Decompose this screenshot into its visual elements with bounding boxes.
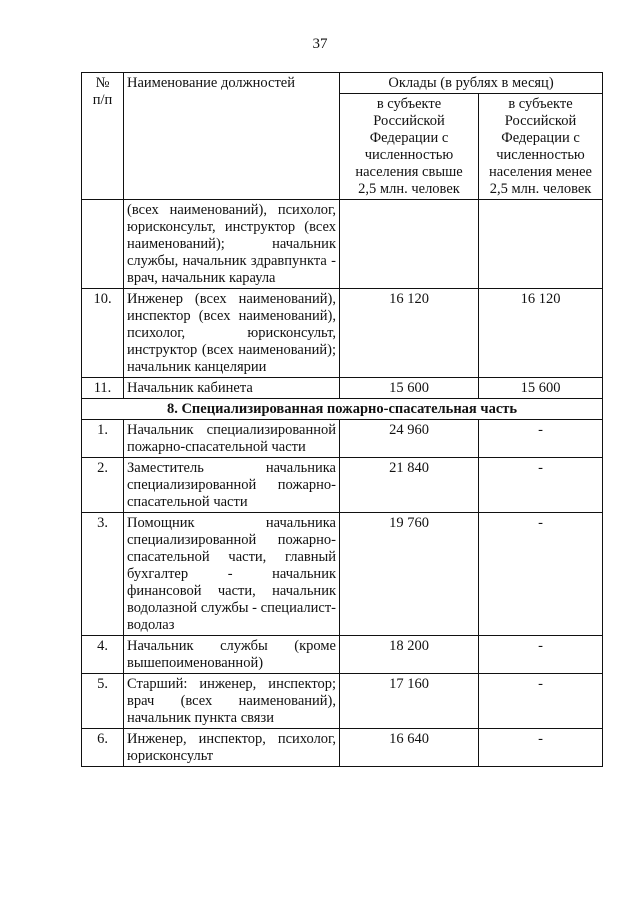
salary-under-2-5m (479, 200, 603, 289)
salary-over-2-5m: 16 640 (340, 729, 479, 767)
header-col-over-2-5m: в субъекте Российской Федерации с численностью населения свыше 2,5 млн. человек (340, 94, 479, 200)
table-row (82, 378, 603, 399)
table-row (82, 513, 603, 636)
row-number: 1. (82, 420, 124, 458)
salary-over-2-5m: 15 600 (340, 378, 479, 399)
salary-under-2-5m: - (479, 636, 603, 674)
salary-under-2-5m: 16 120 (479, 289, 603, 378)
page-number: 37 (312, 36, 328, 52)
position-name: Помощник начальника специализированной пожарно-спасательной части, главный бухгалтер - начальник финансовой части, начальник водолазной службы - специалист-водолаз (124, 513, 340, 636)
salary-under-2-5m: - (479, 729, 603, 767)
salary-under-2-5m: - (479, 420, 603, 458)
salary-under-2-5m: - (479, 513, 603, 636)
header-name: Наименование должностей (124, 73, 340, 200)
table-row (82, 200, 603, 289)
salary-under-2-5m: - (479, 674, 603, 729)
table-row (82, 289, 603, 378)
position-name: (всех наименований), психолог, юрисконсульт, инструктор (всех наименований); начальник службы, начальник здравпункта - врач, начальник караула (124, 200, 340, 289)
header-col-under-2-5m: в субъекте Российской Федерации с численностью населения менее 2,5 млн. человек (479, 94, 603, 200)
position-name: Инженер (всех наименований), инспектор (всех наименований), психолог, юрисконсульт, инструктор (всех наименований); начальник канцелярии (124, 289, 340, 378)
salary-over-2-5m: 19 760 (340, 513, 479, 636)
position-name: Заместитель начальника специализированной пожарно-спасательной части (124, 458, 340, 513)
salary-under-2-5m: 15 600 (479, 378, 603, 399)
row-number: 11. (82, 378, 124, 399)
salary-over-2-5m: 24 960 (340, 420, 479, 458)
salary-over-2-5m: 18 200 (340, 636, 479, 674)
header-salary-group: Оклады (в рублях в месяц) (340, 73, 603, 94)
row-number: 10. (82, 289, 124, 378)
position-name: Инженер, инспектор, психолог, юрисконсульт (124, 729, 340, 767)
position-name: Начальник кабинета (124, 378, 340, 399)
table-row (82, 636, 603, 674)
salary-table (81, 72, 603, 767)
salary-over-2-5m (340, 200, 479, 289)
section-row (82, 399, 603, 420)
header-num: № п/п (82, 73, 124, 200)
position-name: Начальник службы (кроме вышепоименованной) (124, 636, 340, 674)
salary-over-2-5m: 21 840 (340, 458, 479, 513)
row-number: 3. (82, 513, 124, 636)
salary-under-2-5m: - (479, 458, 603, 513)
table-row (82, 674, 603, 729)
salary-over-2-5m: 16 120 (340, 289, 479, 378)
section-title: 8. Специализированная пожарно-спасательная часть (82, 399, 603, 420)
table-row (82, 420, 603, 458)
table-row (82, 458, 603, 513)
position-name: Начальник специализированной пожарно-спасательной части (124, 420, 340, 458)
salary-over-2-5m: 17 160 (340, 674, 479, 729)
row-number: 4. (82, 636, 124, 674)
row-number: 6. (82, 729, 124, 767)
row-number: 5. (82, 674, 124, 729)
header-row (82, 73, 603, 94)
position-name: Старший: инженер, инспектор; врач (всех наименований), начальник пункта связи (124, 674, 340, 729)
table-row (82, 729, 603, 767)
row-number: 2. (82, 458, 124, 513)
row-number (82, 200, 124, 289)
